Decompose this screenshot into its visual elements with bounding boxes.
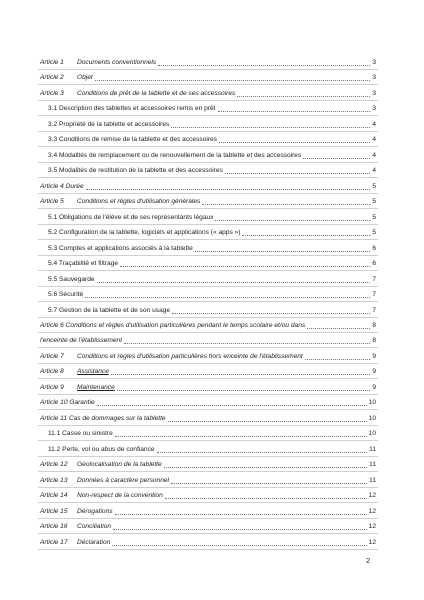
toc-entry-title: Déclaration <box>77 538 111 546</box>
toc-dot-leader <box>97 399 367 406</box>
toc-dot-leader <box>112 539 366 546</box>
toc-entry-title: 5.2 Configuration de la tablette, logiciels et applications (« apps ») <box>48 229 241 237</box>
toc-entry-title: 5.5 Sauvegarde <box>48 275 95 283</box>
toc-entry[interactable] <box>48 442 376 454</box>
toc-entry[interactable] <box>40 535 376 547</box>
toc-entry-title: l'enceinte de l'établissement <box>40 337 123 345</box>
toc-entry[interactable] <box>40 179 376 191</box>
toc-entry-title: 11.1 Casse ou sinistre <box>48 430 113 438</box>
toc-entry[interactable] <box>48 210 376 222</box>
toc-dot-leader <box>225 167 370 174</box>
toc-dot-leader <box>86 183 371 190</box>
toc-entry-page: 7 <box>372 306 376 314</box>
toc-dot-leader <box>124 337 370 344</box>
toc-entry-title: Documents conventionnels <box>77 59 157 66</box>
toc-entry[interactable] <box>40 504 376 516</box>
toc-entry-page: 6 <box>372 260 376 268</box>
toc-entry[interactable] <box>40 488 376 500</box>
toc-dot-leader <box>305 353 371 360</box>
toc-entry[interactable] <box>40 457 376 469</box>
toc-entry-page: 9 <box>372 383 376 391</box>
toc-entry-page: 5 <box>372 182 376 190</box>
toc-entry-number: Article 13 <box>40 476 68 484</box>
toc-entry-title: Conciliation <box>77 523 112 531</box>
toc-entry-title: Article 11 Cas de dommages sur la tablette <box>40 414 166 422</box>
toc-entry-title: 3.2 Propriété de la tablette et accessoires <box>48 120 170 128</box>
toc-dot-leader <box>172 307 370 314</box>
toc-entry-title: Géolocalisation de la tablette <box>77 461 162 469</box>
toc-entry[interactable] <box>48 148 376 160</box>
toc-dot-leader <box>242 229 370 236</box>
toc-entry-page: 11 <box>369 461 376 469</box>
toc-dot-leader <box>165 492 367 499</box>
row-separator <box>38 549 378 550</box>
toc-entry[interactable] <box>48 287 376 299</box>
toc-entry-page: 12 <box>368 492 376 500</box>
toc-entry-page: 3 <box>372 59 376 66</box>
toc-dot-leader <box>157 446 368 453</box>
toc-entry-title: 3.5 Modalités de restitution de la tablette et des accessoires <box>48 167 223 175</box>
toc-dot-leader <box>195 245 371 252</box>
toc-dot-leader <box>117 384 371 391</box>
toc-entry-page: 3 <box>372 89 376 97</box>
toc-entry[interactable] <box>48 163 376 175</box>
toc-entry[interactable] <box>48 426 376 438</box>
toc-entry[interactable] <box>40 395 376 407</box>
toc-entry-page: 7 <box>372 275 376 283</box>
toc-entry[interactable] <box>40 70 376 82</box>
toc-entry-title: 11.2 Perte, vol ou abus de confiance <box>48 445 155 453</box>
toc-entry[interactable] <box>48 256 376 268</box>
toc-entry-title: 5.7 Gestion de la tablette et de son usage <box>48 306 171 314</box>
toc-entry-title: Objet <box>77 74 93 82</box>
toc-entry-page: 5 <box>372 198 376 206</box>
toc-entry-page: 4 <box>372 167 376 175</box>
toc-entry-title: 3.1 Description des tablettes et accessoires remis en prêt <box>48 105 216 113</box>
toc-entry[interactable] <box>40 473 376 485</box>
toc-dot-leader <box>219 136 370 143</box>
toc-entry-number: Article 8 <box>40 368 64 376</box>
toc-entry-page: 4 <box>372 120 376 128</box>
toc-entry-page: 10 <box>368 430 376 438</box>
toc-entry[interactable] <box>48 117 376 129</box>
toc-entry-page: 10 <box>368 399 376 407</box>
toc-entry[interactable] <box>48 241 376 253</box>
toc-entry-number: Article 5 <box>40 198 64 206</box>
toc-dot-leader <box>85 291 370 298</box>
toc-dot-leader <box>218 105 371 112</box>
toc-entry[interactable] <box>48 303 376 315</box>
toc-entry-title: Conditions de prêt de la tablette et de ses accessoires <box>77 89 236 97</box>
toc-dot-leader <box>158 59 370 66</box>
toc-entry[interactable] <box>48 272 376 284</box>
toc-entry-title: 3.3 Conditions de remise de la tablette et des accessoires <box>48 136 217 144</box>
page-number: 2 <box>366 556 371 565</box>
toc-entry[interactable] <box>40 411 376 423</box>
toc-entry-title: Conditions et règles d'utilisation particulières hors enceinte de l'établissement <box>77 352 303 360</box>
toc-dot-leader <box>307 322 370 329</box>
toc-entry-number: Article 1 <box>40 59 64 66</box>
toc-entry-title: Données à caractère personnel <box>77 476 170 484</box>
toc-entry-number: Article 17 <box>40 538 68 546</box>
toc-entry[interactable] <box>40 86 376 98</box>
toc-entry-page: 8 <box>372 321 376 329</box>
toc-entry-title: Assistance <box>77 368 109 376</box>
toc-dot-leader <box>95 74 371 81</box>
toc-entry-page: 4 <box>372 151 376 159</box>
toc-entry-number: Article 12 <box>40 461 68 469</box>
toc-dot-leader <box>171 121 370 128</box>
toc-entry-page: 3 <box>372 105 376 113</box>
toc-dot-leader <box>115 430 367 437</box>
toc-entry-page: 9 <box>372 352 376 360</box>
toc-entry-title: Conditions et règles d'utilisation générales <box>77 198 201 206</box>
toc-entry-page: 5 <box>372 213 376 221</box>
toc-entry-title: 5.6 Sécurité <box>48 291 84 299</box>
toc-entry-page: 9 <box>372 368 376 376</box>
toc-dot-leader <box>120 260 370 267</box>
toc-entry-number: Article 15 <box>40 507 68 515</box>
toc-entry-title: Article 10 Garantie <box>40 399 95 407</box>
toc-entry[interactable] <box>40 519 376 531</box>
toc-entry-number: Article 2 <box>40 74 64 82</box>
toc-entry-title: Dérogations <box>77 507 113 515</box>
toc-entry-page: 4 <box>372 136 376 144</box>
toc-entry-title: Article 6 Conditions et règles d'utilisation particulières pendant le temps scolaire et/ou dans <box>40 321 306 329</box>
toc-entry-page: 11 <box>369 476 376 484</box>
toc-entry-number: Article 3 <box>40 89 64 97</box>
toc-entry-title: 5.4 Traçabilité et filtrage <box>48 260 119 268</box>
toc-entry[interactable] <box>48 132 376 144</box>
toc-entry-page: 5 <box>372 229 376 237</box>
toc-entry[interactable] <box>40 194 376 206</box>
toc-entry[interactable] <box>40 380 376 392</box>
toc-entry-page: 12 <box>368 507 376 515</box>
toc-entry[interactable] <box>48 225 376 237</box>
toc-entry-title: Article 4 Durée <box>40 182 84 190</box>
toc-dot-leader <box>237 90 370 97</box>
toc-entry-page: 6 <box>372 244 376 252</box>
toc-entry[interactable] <box>40 364 376 376</box>
toc-entry-number: Article 9 <box>40 383 64 391</box>
toc-entry-page: 11 <box>369 445 376 453</box>
toc-entry-title: 5.1 Obligations de l'élève et de ses représentants légaux <box>48 213 214 221</box>
toc-dot-leader <box>115 508 367 515</box>
toc-dot-leader <box>202 198 370 205</box>
toc-dot-leader <box>168 415 367 422</box>
toc-entry-page: 12 <box>368 523 376 531</box>
toc-dot-leader <box>171 477 367 484</box>
toc-entry[interactable] <box>48 101 376 113</box>
toc-entry[interactable] <box>40 318 376 330</box>
toc-entry-title: Non-respect de la convention <box>77 492 163 500</box>
toc-entry-number: Article 14 <box>40 492 68 500</box>
toc-entry-title: 5.3 Comptes et applications associés à la tablette <box>48 244 193 252</box>
toc-dot-leader <box>113 523 367 530</box>
toc-entry[interactable] <box>40 333 376 345</box>
toc-entry-page: 12 <box>368 538 376 546</box>
toc-dot-leader <box>164 461 367 468</box>
toc-entry-title: 3.4 Modalités de remplacement ou de renouvellement de la tablette et des accessoires <box>48 151 302 159</box>
toc-dot-leader <box>97 276 371 283</box>
toc-entry-title: Maintenance <box>77 383 115 391</box>
toc-dot-leader <box>111 368 370 375</box>
toc-entry[interactable] <box>40 55 376 67</box>
toc-entry-page: 3 <box>372 74 376 82</box>
toc-entry-page: 10 <box>368 414 376 422</box>
toc-dot-leader <box>303 152 370 159</box>
toc-entry-page: 8 <box>372 337 376 345</box>
toc-entry-page: 7 <box>372 291 376 299</box>
toc-entry[interactable] <box>40 349 376 361</box>
toc-entry-number: Article 16 <box>40 523 68 531</box>
toc-dot-leader <box>215 214 370 221</box>
toc-entry-number: Article 7 <box>40 352 64 360</box>
